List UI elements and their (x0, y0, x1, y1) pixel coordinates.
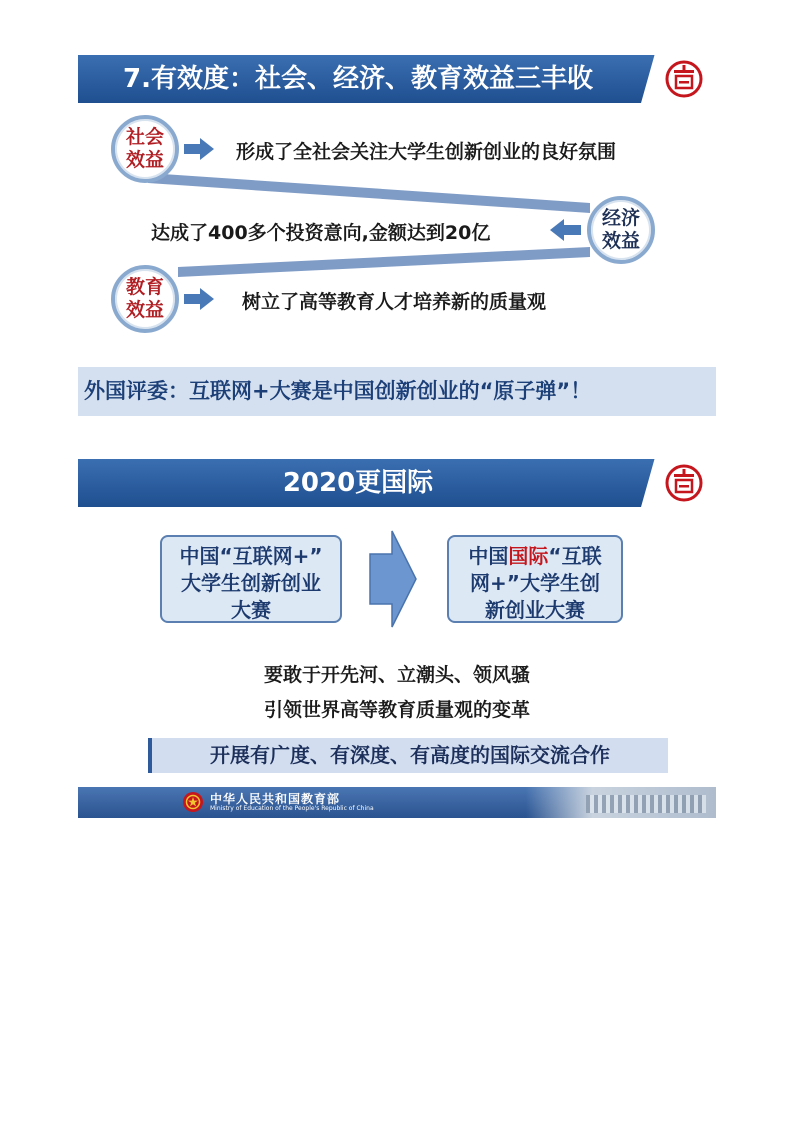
arrow-shaft (184, 144, 200, 154)
economic-benefit-label-2: 效益 (601, 230, 640, 252)
slogan-line-2: 引领世界高等教育质量观的变革 (263, 699, 530, 721)
economic-benefit-label-1: 经济 (601, 207, 640, 229)
contest-box-after-line2: 网+”大学生创 (470, 571, 600, 595)
building-photo (526, 787, 716, 818)
slide-title: 7.有效度：社会、经济、教育效益三丰收 (123, 64, 593, 94)
slide-title: 2020更国际 (282, 468, 434, 498)
right-arrow-icon (200, 138, 214, 160)
building-windows (586, 795, 706, 813)
contest-box-before-line2: 大学生创新创业 (181, 571, 321, 595)
highlight-international: 国际 (508, 544, 549, 568)
arrow-shaft (184, 294, 200, 304)
economic-benefit-statement: 达成了400多个投资意向,金额达到20亿 (151, 222, 491, 244)
social-benefit-label-1: 社会 (125, 126, 164, 148)
contest-box-before-line3: 大赛 (231, 598, 271, 622)
ministry-name-en: Ministry of Education of the People's Republic of China (210, 805, 374, 812)
arrow-shaft (563, 225, 581, 235)
slide-effectiveness (78, 55, 716, 416)
left-arrow-icon (550, 219, 564, 241)
contest-logo-icon (663, 463, 705, 503)
moe-footer (78, 787, 716, 818)
contest-box-after (447, 535, 623, 623)
slogan-line-1: 要敢于开先河、立潮头、领风骚 (263, 664, 530, 686)
contest-box-before-line1: 中国“互联网+” (179, 544, 323, 568)
social-benefit-circle (111, 115, 179, 183)
cooperation-banner: 开展有广度、有深度、有高度的国际交流合作 (148, 738, 668, 773)
contest-box-before (160, 535, 342, 623)
contest-box-after-line3: 新创业大赛 (485, 598, 585, 622)
box-text: “互联 (548, 544, 602, 568)
education-benefit-circle (111, 265, 179, 333)
right-arrow-icon (368, 529, 418, 629)
contest-logo (641, 459, 716, 507)
education-benefit-statement: 树立了高等教育人才培养新的质量观 (242, 291, 547, 313)
social-benefit-label-2: 效益 (125, 149, 164, 171)
right-arrow-icon (200, 288, 214, 310)
ministry-name-cn: 中华人民共和国教育部 (210, 792, 341, 806)
national-emblem-icon (182, 791, 204, 813)
foreign-judges-banner: 外国评委：互联网+大赛是中国创新创业的“原子弹”！ (78, 367, 716, 416)
education-benefit-label-1: 教育 (125, 276, 164, 298)
contest-box-after-line1 (449, 543, 621, 570)
title-bar (78, 459, 716, 507)
slide-international (78, 459, 716, 818)
social-benefit-statement: 形成了全社会关注大学生创新创业的良好氛围 (236, 141, 617, 163)
box-text: 中国 (468, 544, 509, 568)
education-benefit-label-2: 效益 (125, 299, 164, 321)
economic-benefit-circle (587, 196, 655, 264)
